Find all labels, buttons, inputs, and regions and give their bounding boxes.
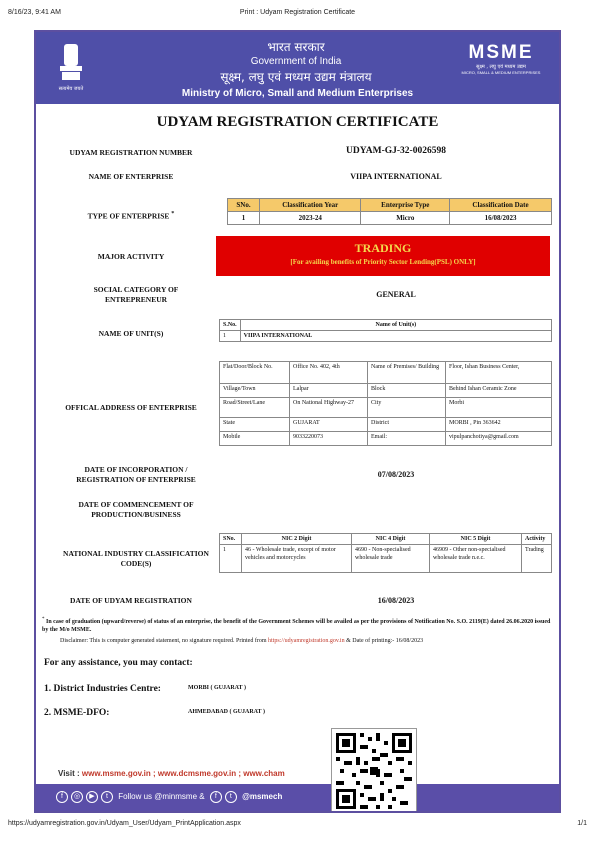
nic-label: NATIONAL INDUSTRY CLASSIFICATION CODE(S) bbox=[63, 549, 209, 568]
print-url: https://udyamregistration.gov.in/Udyam_User/Udyam_PrintApplication.aspx bbox=[8, 820, 241, 827]
hindi-ministry-text: सूक्ष्म, लघु एवं मध्यम उद्यम मंत्रालय bbox=[220, 70, 372, 84]
national-emblem-icon bbox=[54, 40, 88, 94]
page-number: 1/1 bbox=[577, 820, 587, 827]
print-footer bbox=[8, 820, 587, 827]
address-cell: City bbox=[368, 398, 446, 418]
facebook-icon[interactable]: f bbox=[210, 791, 222, 803]
social-category-label: SOCIAL CATEGORY OF ENTREPRENEUR bbox=[93, 285, 179, 304]
nic-header: NIC 4 Digit bbox=[352, 534, 430, 545]
units-table bbox=[219, 319, 552, 342]
enterprise-name-label: NAME OF ENTERPRISE bbox=[88, 172, 174, 181]
assistance-heading: For any assistance, you may contact: bbox=[44, 658, 193, 668]
follow-text: Follow us @minmsme & bbox=[118, 792, 205, 802]
incorporation-value: 07/08/2023 bbox=[377, 470, 415, 479]
address-cell: MORBI , Pin 363642 bbox=[446, 418, 552, 432]
reg-number-value: UDYAM-GJ-32-0026598 bbox=[346, 146, 446, 156]
follow-handle: @msmech bbox=[242, 792, 283, 802]
twitter-icon[interactable]: t bbox=[225, 791, 237, 803]
msme-logo-hindi: सूक्ष्म , लघु एवं मध्यम उद्यम bbox=[476, 64, 526, 70]
type-star: * bbox=[171, 210, 175, 217]
visit-label: Visit : bbox=[58, 769, 80, 778]
udyam-date-label: DATE OF UDYAM REGISTRATION bbox=[70, 596, 192, 605]
type-cell: Micro bbox=[361, 212, 450, 225]
disclaimer-date: & Date of printing:- 16/08/2023 bbox=[346, 638, 424, 644]
svg-text:सत्यमेव जयते: सत्यमेव जयते bbox=[58, 86, 84, 92]
certificate-title: UDYAM REGISTRATION CERTIFICATE bbox=[156, 114, 439, 130]
dic-value: MORBI ( GUJARAT ) bbox=[188, 685, 246, 691]
units-cell: VIIPA INTERNATIONAL bbox=[240, 331, 551, 342]
twitter-icon[interactable]: t bbox=[101, 791, 113, 803]
type-header: SNo. bbox=[228, 199, 260, 212]
disclaimer-link[interactable]: https://udyamregistration.gov.in bbox=[268, 638, 345, 644]
units-cell: 1 bbox=[220, 331, 241, 342]
address-cell: Road/Street/Lane bbox=[220, 398, 290, 418]
header-banner bbox=[36, 32, 559, 104]
commencement-label: DATE OF COMMENCEMENT OF PRODUCTION/BUSINESS bbox=[78, 500, 194, 519]
activity-title: TRADING bbox=[354, 241, 412, 255]
address-cell: GUJARAT bbox=[290, 418, 368, 432]
unit-name-label: NAME OF UNIT(S) bbox=[98, 329, 164, 338]
print-title: Print : Udyam Registration Certificate bbox=[239, 9, 356, 16]
reg-number-label: UDYAM REGISTRATION NUMBER bbox=[69, 148, 193, 157]
udyam-date-value: 16/08/2023 bbox=[377, 596, 415, 605]
nic-cell: 1 bbox=[220, 545, 242, 573]
address-cell: Email: bbox=[368, 432, 446, 446]
type-header: Classification Date bbox=[450, 199, 552, 212]
facebook-icon[interactable]: f bbox=[56, 791, 68, 803]
nic-header: Activity bbox=[522, 534, 552, 545]
qr-code bbox=[331, 728, 417, 813]
hindi-gov-text: भारत सरकार bbox=[267, 40, 325, 54]
graduation-text: In case of graduation (upward/reverse) of status of an enterprise, the benefit of the Government Schemes will be availed as per the provisions of Notification No. S.O. 2119(E) dated 26.06.2020 issued by the M/o MSME. bbox=[42, 619, 551, 633]
activity-subtitle: [For availing benefits of Priority Sector Lending(PSL) ONLY] bbox=[290, 258, 476, 266]
address-cell: State bbox=[220, 418, 290, 432]
address-cell: Behind Ishan Ceramic Zone bbox=[446, 384, 552, 398]
enterprise-name-value: VIIPA INTERNATIONAL bbox=[350, 172, 442, 181]
msme-logo-text: MSME bbox=[468, 42, 534, 63]
instagram-icon[interactable]: ◎ bbox=[71, 791, 83, 803]
msme-logo-sub: MICRO, SMALL & MEDIUM ENTERPRISES bbox=[461, 70, 541, 75]
dic-label: 1. District Industries Centre: bbox=[44, 684, 161, 694]
address-cell: Lalpar bbox=[290, 384, 368, 398]
type-label bbox=[36, 209, 226, 222]
nic-header: SNo. bbox=[220, 534, 242, 545]
address-cell: Block bbox=[368, 384, 446, 398]
address-cell: Floor, Ishan Business Center, bbox=[446, 362, 552, 384]
address-cell: Village/Town bbox=[220, 384, 290, 398]
address-cell: On National Highway-27 bbox=[290, 398, 368, 418]
dfo-value: AHMEDABAD ( GUJARAT ) bbox=[188, 709, 265, 715]
units-header: Name of Unit(s) bbox=[240, 320, 551, 331]
msme-logo bbox=[461, 42, 541, 75]
type-cell: 1 bbox=[228, 212, 260, 225]
disclaimer bbox=[42, 637, 554, 645]
nic-cell: Trading bbox=[522, 545, 552, 573]
address-cell: Flat/Door/Block No. bbox=[220, 362, 290, 384]
nic-cell: 4690 - Non-specialised wholesale trade bbox=[352, 545, 430, 573]
visit-bar bbox=[36, 769, 336, 783]
type-cell: 16/08/2023 bbox=[450, 212, 552, 225]
address-cell: Mobile bbox=[220, 432, 290, 446]
visit-urls[interactable]: www.msme.gov.in ; www.dcmsme.gov.in ; www.cham bbox=[81, 769, 285, 778]
social-category-value: GENERAL bbox=[376, 290, 416, 299]
address-cell: Morbi bbox=[446, 398, 552, 418]
nic-header: NIC 5 Digit bbox=[430, 534, 522, 545]
type-cell: 2023-24 bbox=[259, 212, 361, 225]
social-bar bbox=[36, 784, 559, 811]
youtube-icon[interactable]: ▶ bbox=[86, 791, 98, 803]
address-cell: 9033220073 bbox=[290, 432, 368, 446]
nic-cell: 46909 - Other non-specialised wholesale trade n.e.c. bbox=[430, 545, 522, 573]
dfo-label: 2. MSME-DFO: bbox=[44, 708, 110, 718]
type-header: Enterprise Type bbox=[361, 199, 450, 212]
gov-text: Government of India bbox=[250, 56, 342, 67]
type-header: Classification Year bbox=[259, 199, 361, 212]
government-heading bbox=[176, 38, 416, 85]
nic-table bbox=[219, 533, 552, 573]
major-activity-label: MAJOR ACTIVITY bbox=[97, 252, 165, 261]
disclaimer-text: Disclaimer: This is computer generated statement, no signature required. Printed from bbox=[60, 638, 267, 644]
address-table bbox=[219, 361, 552, 446]
address-cell: Name of Premises/ Building bbox=[368, 362, 446, 384]
address-label: OFFICAL ADDRESS OF ENTERPRISE bbox=[65, 403, 197, 412]
print-datetime: 8/16/23, 9:41 AM bbox=[8, 9, 61, 16]
type-label-text: TYPE OF ENTERPRISE bbox=[87, 211, 170, 221]
certificate bbox=[34, 30, 561, 813]
nic-header: NIC 2 Digit bbox=[242, 534, 352, 545]
address-cell: Office No. 402, 4th bbox=[290, 362, 368, 384]
ministry-text: Ministry of Micro, Small and Medium Enterprises bbox=[181, 88, 414, 99]
address-cell: vipulpanchotiya@gmail.com bbox=[446, 432, 552, 446]
nic-cell: 46 - Wholesale trade, except of motor vehicles and motorcycles bbox=[242, 545, 352, 573]
note-star: * bbox=[42, 617, 45, 622]
incorporation-label: DATE OF INCORPORATION / REGISTRATION OF ENTERPRISE bbox=[76, 465, 196, 484]
graduation-note bbox=[42, 616, 554, 634]
address-cell: District bbox=[368, 418, 446, 432]
qr-code-icon bbox=[332, 729, 416, 813]
major-activity-box bbox=[216, 236, 550, 276]
units-header: S.No. bbox=[220, 320, 241, 331]
type-table bbox=[227, 198, 552, 225]
